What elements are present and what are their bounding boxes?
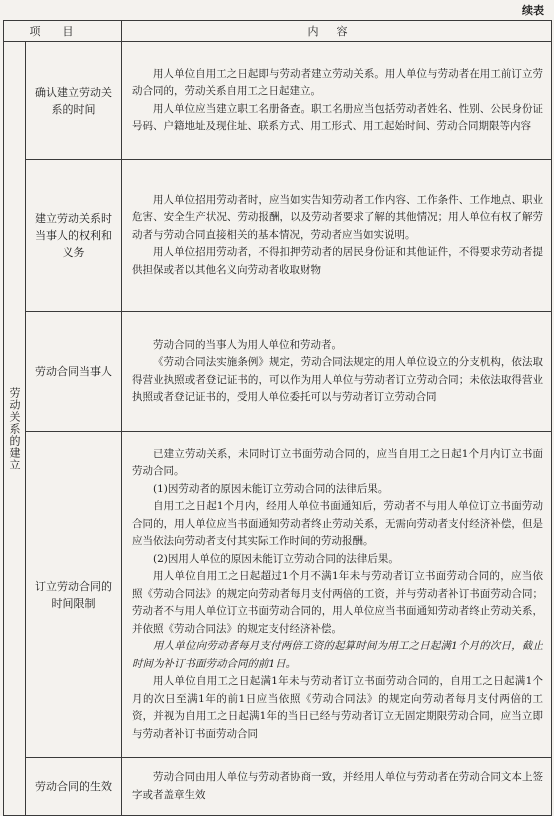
content-cell: [122, 312, 552, 432]
content-paragraph: 劳动合同由用人单位与劳动者协商一致，并经用人单位与劳动者在劳动合同文本上签字或者盖章生效: [132, 771, 543, 801]
content-paragraph: 自用工之日起1个月内，经用人单位书面通知后，劳动者不与用人单位订立书面劳动合同的，用人单位应当书面通知劳动者终止劳动关系，无需向劳动者支付经济补偿，但是应当依法向劳动者支付其实际工作时间的劳动报酬。: [132, 500, 543, 548]
item-cell: 订立劳动合同的时间限制: [26, 432, 122, 758]
continued-label: 续表: [522, 4, 544, 17]
table-row: [4, 432, 552, 758]
content-paragraph: 用人单位向劳动者每月支付两倍工资的起算时间为用工之日起满1个月的次日，截止时间为补订书面劳动合同的前1日。: [132, 640, 543, 670]
content-paragraph: 用人单位自用工之日起即与劳动者建立劳动关系。用人单位与劳动者在用工前订立劳动合同的，劳动关系自用工之日起建立。: [132, 67, 543, 97]
content-cell: [122, 432, 552, 758]
content-paragraph: (2)因用人单位的原因未能订立劳动合同的法律后果。: [153, 552, 399, 565]
content-paragraph: 用人单位自用工之日起满1年未与劳动者订立书面劳动合同的，自用工之日起满1个月的次日至满1年的前1日应当依照《劳动合同法》的规定向劳动者每月支付两倍的工资，并视为自用工之日起满1年的当日已经与劳动者订立无固定期限劳动合同，应当立即与劳动者补订书面劳动合同: [132, 675, 543, 740]
item-cell: 劳动合同的生效: [26, 758, 122, 816]
content-cell: [122, 758, 552, 816]
content-cell: [122, 160, 552, 312]
content-paragraph: 劳动合同的当事人为用人单位和劳动者。: [153, 338, 342, 351]
category-cell: 劳动关系的建立: [4, 42, 26, 816]
table-row: [4, 312, 552, 432]
column-header-item: 项目: [4, 21, 122, 42]
content-cell: [122, 42, 552, 160]
table-row: [4, 160, 552, 312]
item-cell: 确认建立劳动关系的时间: [26, 42, 122, 160]
table-row: [4, 758, 552, 816]
content-paragraph: 《劳动合同法实施条例》规定，劳动合同法规定的用人单位设立的分支机构，依法取得营业执照或者登记证书的，可以作为用人单位与劳动者订立劳动合同；未依法取得营业执照或者登记证书的，受用人单位委托可以与劳动者订立劳动合同: [132, 356, 543, 403]
content-paragraph: 用人单位自用工之日起超过1个月不满1年未与劳动者订立书面劳动合同的，应当依照《劳动合同法》的规定向劳动者每月支付两倍的工资，并与劳动者补订书面劳动合同；劳动者不与用人单位订立书面劳动合同的，用人单位应当书面通知劳动者终止劳动关系，并依照《劳动合同法》的规定支付经济补偿。: [132, 570, 543, 635]
table-header-row: [4, 21, 552, 42]
column-header-content: 内容: [122, 21, 552, 42]
content-paragraph: (1)因劳动者的原因未能订立劳动合同的法律后果。: [153, 482, 389, 495]
content-paragraph: 已建立劳动关系，未同时订立书面劳动合同的，应当自用工之日起1个月内订立书面劳动合同。: [132, 447, 543, 478]
content-paragraph: 用人单位招用劳动者时，应当如实告知劳动者工作内容、工作条件、工作地点、职业危害、安全生产状况、劳动报酬，以及劳动者要求了解的其他情况；用人单位有权了解劳动者与劳动合同直接相关的基本情况，劳动者应当如实说明。: [132, 193, 543, 241]
item-cell: 建立劳动关系时当事人的权利和义务: [26, 160, 122, 312]
item-cell: 劳动合同当事人: [26, 312, 122, 432]
table-row: [4, 42, 552, 160]
labor-relation-table: [3, 20, 552, 816]
content-paragraph: 用人单位应当建立职工名册备查。职工名册应当包括劳动者姓名、性别、公民身份证号码、户籍地址及现住址、联系方式、用工形式、用工起始时间、劳动合同期限等内容: [132, 102, 543, 132]
content-paragraph: 用人单位招用劳动者，不得扣押劳动者的居民身份证和其他证件，不得要求劳动者提供担保或者以其他名义向劳动者收取财物: [132, 246, 543, 276]
